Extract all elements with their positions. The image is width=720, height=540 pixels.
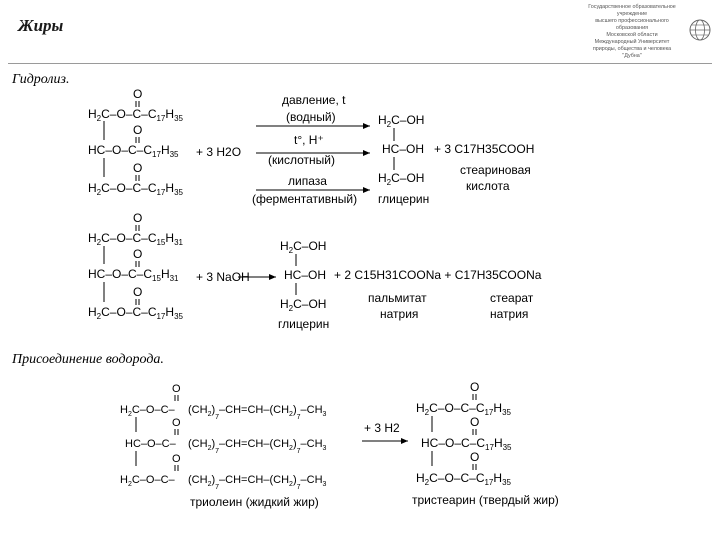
reaction3-product-tristearin bbox=[416, 380, 512, 487]
salt2-name-line1: стеарат bbox=[490, 291, 534, 305]
svg-text:O: O bbox=[133, 87, 143, 101]
reaction3-reagent: + 3 H2 bbox=[364, 421, 400, 435]
svg-text:H2C–O–C–C17H35: $H_2C-O-C-C_{17}H_{35}$ bbox=[416, 401, 511, 417]
svg-text:HC–O–C–C17H35: $HC-O-C-C_{17}H_{35}$ bbox=[88, 143, 179, 159]
reaction3-product-name: тристеарин (твердый жир) bbox=[412, 493, 559, 507]
acid-name-line1: стеариновая bbox=[460, 163, 531, 177]
svg-text:H2C–OH: $H_2C-OH$ bbox=[378, 113, 425, 129]
reaction1-product-glycerol bbox=[378, 113, 424, 187]
svg-text:O: O bbox=[172, 383, 181, 395]
svg-text:HC–OH: HC–OH bbox=[382, 142, 425, 156]
reaction2-reactant-triglyceride bbox=[88, 211, 184, 321]
university-logo-text: Государственное образовательное учреждение высшего профессионального образования Московской области Международный Университет природы, общества и человека "Дубна" bbox=[588, 4, 676, 59]
svg-text:H2C–O–C–C15H31: $H_2C-O-C-C_{15}H_{31}$ bbox=[88, 231, 183, 247]
svg-text:H2C–OH: $H_2C-OH$ bbox=[280, 239, 327, 255]
svg-text:H2C–OH: $H_2C-OH$ bbox=[280, 297, 327, 313]
svg-text:O: O bbox=[172, 453, 181, 465]
reaction2-product-glycerol bbox=[280, 239, 326, 313]
reaction3-reactant-name: триолеин (жидкий жир) bbox=[190, 495, 319, 509]
svg-text:H2C–O–C–C17H35: $H_2C-O-C-C_{17}H_{35}$ bbox=[88, 181, 183, 197]
svg-text:O: O bbox=[133, 247, 143, 261]
section-hydrolysis-label: Гидролиз. bbox=[12, 72, 70, 87]
reaction3-reactant-triolein bbox=[120, 383, 327, 491]
svg-text:(CH2)7–CH=CH–(CH2)7–CH3: $(CH_2)_7-CH=CH-(CH_2)_7-CH_3$ bbox=[188, 438, 327, 455]
reaction1-reactant-tristearin bbox=[88, 87, 184, 197]
section-hydrogenation-label: Присоединение водорода. bbox=[12, 352, 164, 367]
slide-title: Жиры bbox=[18, 16, 64, 35]
svg-text:HC–O–C–C15H31: $HC-O-C-C_{15}H_{31}$ bbox=[88, 267, 179, 283]
svg-text:HC–O–C–C17H35: $HC-O-C-C_{17}H_{35}$ bbox=[421, 436, 512, 452]
reaction2-salts-formula: + 2 C15H31COONa + C17H35COONa bbox=[334, 268, 542, 282]
svg-text:O: O bbox=[470, 415, 480, 429]
svg-text:H2C–O–C–C17H35: $H_2C-O-C-C_{17}H_{35}$ bbox=[416, 471, 511, 487]
reaction1-glycerol-label: глицерин bbox=[378, 192, 430, 206]
svg-text:HC–O–C–: HC–O–C– bbox=[125, 438, 176, 450]
reaction1-acid-formula: + 3 C17H35COOH bbox=[434, 142, 535, 156]
condition-aqueous: (водный) bbox=[286, 110, 336, 124]
condition-pressure: давление, t bbox=[282, 93, 346, 107]
reaction2-glycerol-label: глицерин bbox=[278, 317, 330, 331]
svg-text:H2C–O–C–: $H_2C-O-C-$ bbox=[120, 404, 175, 418]
svg-text:O: O bbox=[133, 285, 143, 299]
condition-acid-heat: t°, H⁺ bbox=[294, 133, 324, 147]
condition-lipase: липаза bbox=[288, 174, 327, 188]
condition-acidic: (кислотный) bbox=[268, 153, 335, 167]
svg-text:H2C–O–C–: $H_2C-O-C-$ bbox=[120, 474, 175, 488]
svg-text:O: O bbox=[133, 211, 143, 225]
condition-enzymatic: (ферментативный) bbox=[252, 192, 358, 206]
reaction1-reagent: + 3 H2O bbox=[196, 145, 242, 159]
svg-text:(CH2)7–CH=CH–(CH2)7–CH3: $(CH_2)_7-CH=CH-(CH_2)_7-CH_3$ bbox=[188, 404, 327, 421]
svg-text:HC–OH: HC–OH bbox=[284, 268, 327, 282]
acid-name-line2: кислота bbox=[466, 179, 510, 193]
svg-text:H2C–O–C–C17H35: $H_2C-O-C-C_{17}H_{35}$ bbox=[88, 107, 183, 123]
salt1-name-line2: натрия bbox=[380, 307, 419, 321]
salt2-name-line2: натрия bbox=[490, 307, 529, 321]
svg-text:H2C–O–C–C17H35: $H_2C-O-C-C_{17}H_{35}$ bbox=[88, 305, 183, 321]
reaction2-reagent: + 3 NaOH bbox=[196, 270, 250, 284]
svg-text:O: O bbox=[470, 450, 480, 464]
svg-text:O: O bbox=[133, 161, 143, 175]
svg-text:(CH2)7–CH=CH–(CH2)7–CH3: $(CH_2)_7-CH=CH-(CH_2)_7-CH_3$ bbox=[188, 474, 327, 491]
svg-text:H2C–OH: $H_2C-OH$ bbox=[378, 171, 425, 187]
svg-text:O: O bbox=[133, 123, 143, 137]
svg-text:O: O bbox=[172, 417, 181, 429]
salt1-name-line1: пальмитат bbox=[368, 291, 427, 305]
svg-text:O: O bbox=[470, 380, 480, 394]
